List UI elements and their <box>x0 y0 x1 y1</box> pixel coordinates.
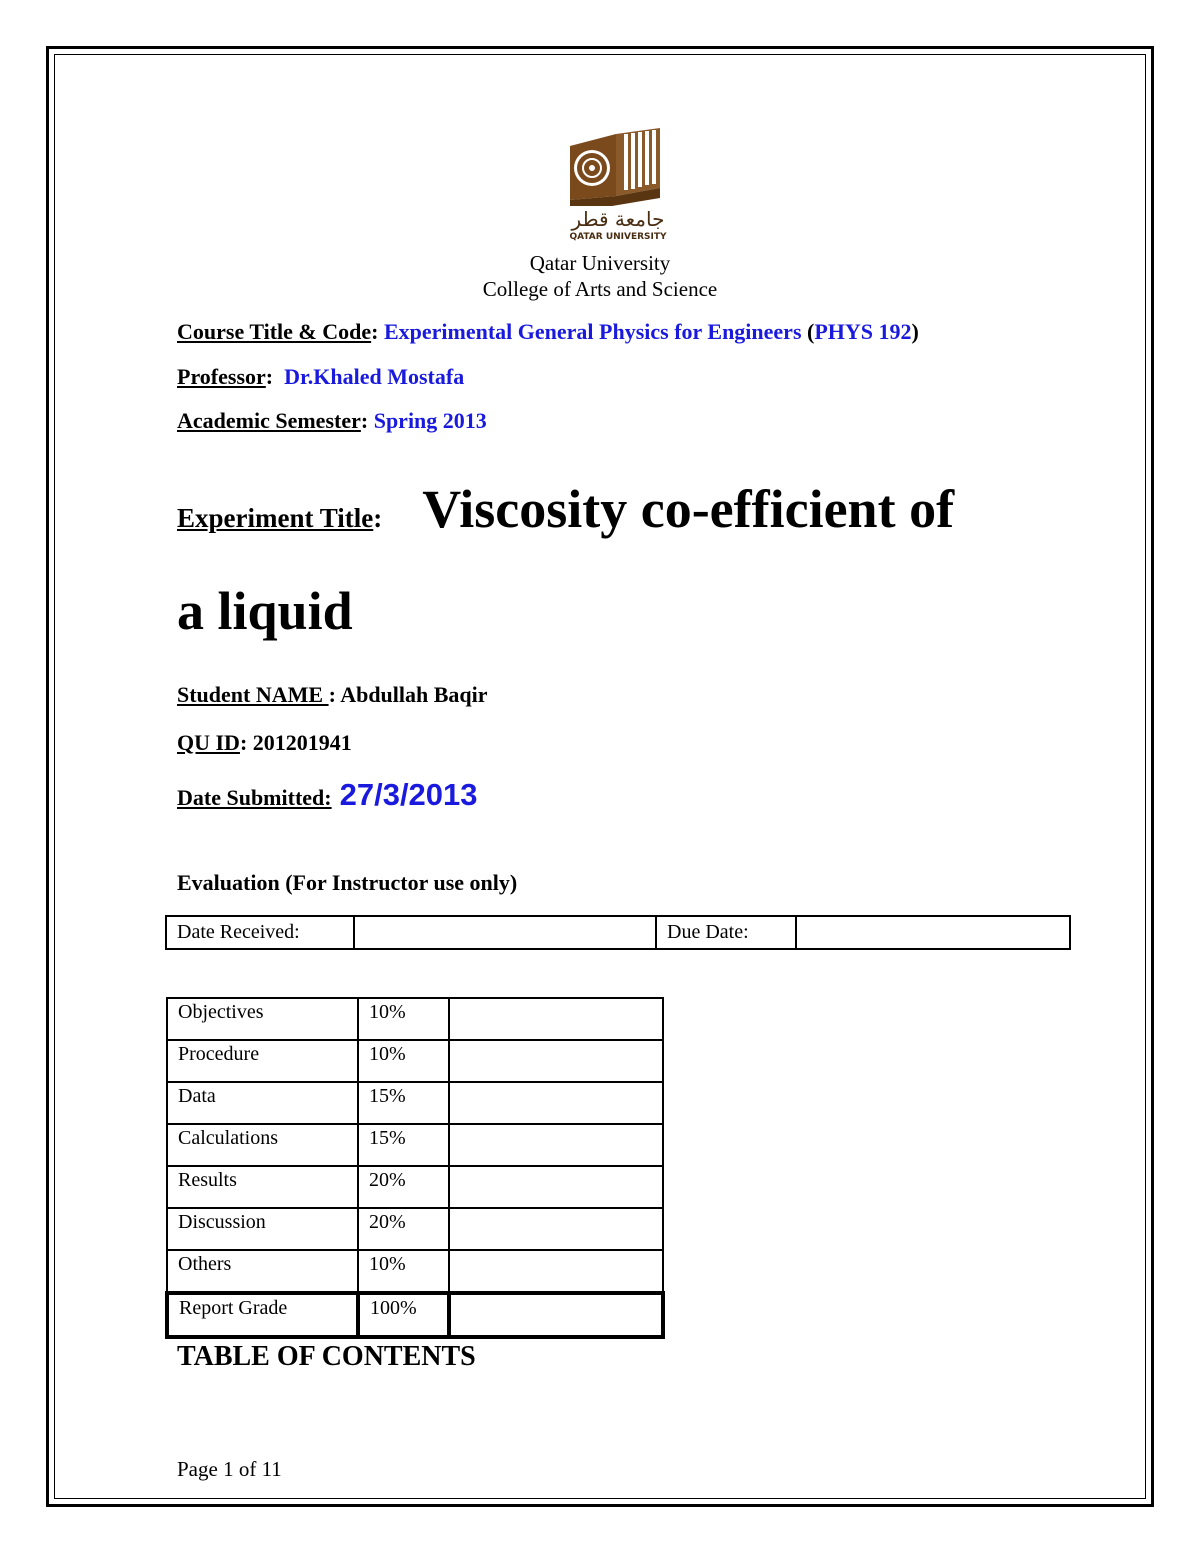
criterion-weight: 15% <box>358 1082 449 1124</box>
page-number: Page 1 of 11 <box>177 1457 282 1481</box>
experiment-title-1: Viscosity co-efficient of <box>422 479 955 539</box>
experiment-label: Experiment Title <box>177 503 374 533</box>
logo-arabic-text: جامعة قطر <box>571 207 665 231</box>
date-received-field[interactable] <box>354 916 656 949</box>
course-line: Course Title & Code: Experimental General Physics for Engineers (PHYS 192) <box>177 319 919 344</box>
criterion-score-field[interactable] <box>449 998 663 1040</box>
criterion-name: Procedure <box>167 1040 358 1082</box>
total-row <box>167 1293 663 1337</box>
criterion-weight: 10% <box>358 998 449 1040</box>
student-line: Student NAME : Abdullah Baqir <box>177 682 488 707</box>
criterion-weight: 20% <box>358 1208 449 1250</box>
criterion-weight: 10% <box>358 1250 449 1293</box>
course-label: Course Title & Code <box>177 319 372 344</box>
course-title: Experimental General Physics for Engineers <box>383 319 802 344</box>
due-date-field[interactable] <box>796 916 1070 949</box>
table-row <box>167 1208 663 1250</box>
qatar-university-logo <box>556 126 680 242</box>
student-label: Student NAME <box>177 682 329 707</box>
criterion-name: Discussion <box>167 1208 358 1250</box>
semester-value: Spring 2013 <box>373 408 487 433</box>
table-row <box>167 1166 663 1208</box>
experiment-title-2: a liquid <box>177 581 353 641</box>
date-received-table <box>165 915 1071 950</box>
qu-id-line: QU ID: 201201941 <box>177 730 352 755</box>
table-row <box>167 1082 663 1124</box>
date-submitted-line <box>177 777 478 813</box>
due-date-label: Due Date: <box>656 916 796 949</box>
table-row <box>167 998 663 1040</box>
table-row <box>167 1040 663 1082</box>
semester-label: Academic Semester <box>177 408 361 433</box>
university-name: Qatar University <box>529 251 671 275</box>
table-row <box>167 1124 663 1166</box>
course-code: PHYS 192 <box>814 319 912 344</box>
criterion-score-field[interactable] <box>449 1040 663 1082</box>
college-name: College of Arts and Science <box>482 277 718 301</box>
evaluation-heading: Evaluation (For Instructor use only) <box>177 870 518 895</box>
date-submitted-label: Date Submitted: <box>177 785 332 810</box>
criterion-weight: 10% <box>358 1040 449 1082</box>
professor-line: Professor: Dr.Khaled Mostafa <box>177 364 465 389</box>
criterion-score-field[interactable] <box>449 1208 663 1250</box>
report-grade-field[interactable] <box>449 1293 663 1337</box>
toc-heading: TABLE OF CONTENTS <box>177 1341 476 1372</box>
criterion-name: Objectives <box>167 998 358 1040</box>
experiment-title-line: Experiment Title: Viscosity co-efficient of <box>177 479 955 539</box>
professor-label: Professor <box>177 364 266 389</box>
criterion-name: Results <box>167 1166 358 1208</box>
semester-line: Academic Semester: Spring 2013 <box>177 408 487 433</box>
student-name: Abdullah Baqir <box>340 682 488 707</box>
criterion-name: Data <box>167 1082 358 1124</box>
criterion-name: Calculations <box>167 1124 358 1166</box>
logo-english-text: QATAR UNIVERSITY <box>569 232 667 242</box>
criterion-score-field[interactable] <box>449 1250 663 1293</box>
criterion-weight: 20% <box>358 1166 449 1208</box>
criterion-name: Others <box>167 1250 358 1293</box>
qu-id-label: QU ID <box>177 730 240 755</box>
criterion-score-field[interactable] <box>449 1166 663 1208</box>
professor-name: Dr.Khaled Mostafa <box>284 364 465 389</box>
date-submitted-value: 27/3/2013 <box>339 777 478 812</box>
report-grade-weight: 100% <box>358 1293 449 1337</box>
date-received-label: Date Received: <box>166 916 354 949</box>
criterion-score-field[interactable] <box>449 1124 663 1166</box>
grading-table <box>165 997 665 1339</box>
qu-id-value: 201201941 <box>252 730 352 755</box>
criterion-weight: 15% <box>358 1124 449 1166</box>
report-grade-label: Report Grade <box>167 1293 358 1337</box>
table-row <box>167 1250 663 1293</box>
criterion-score-field[interactable] <box>449 1082 663 1124</box>
